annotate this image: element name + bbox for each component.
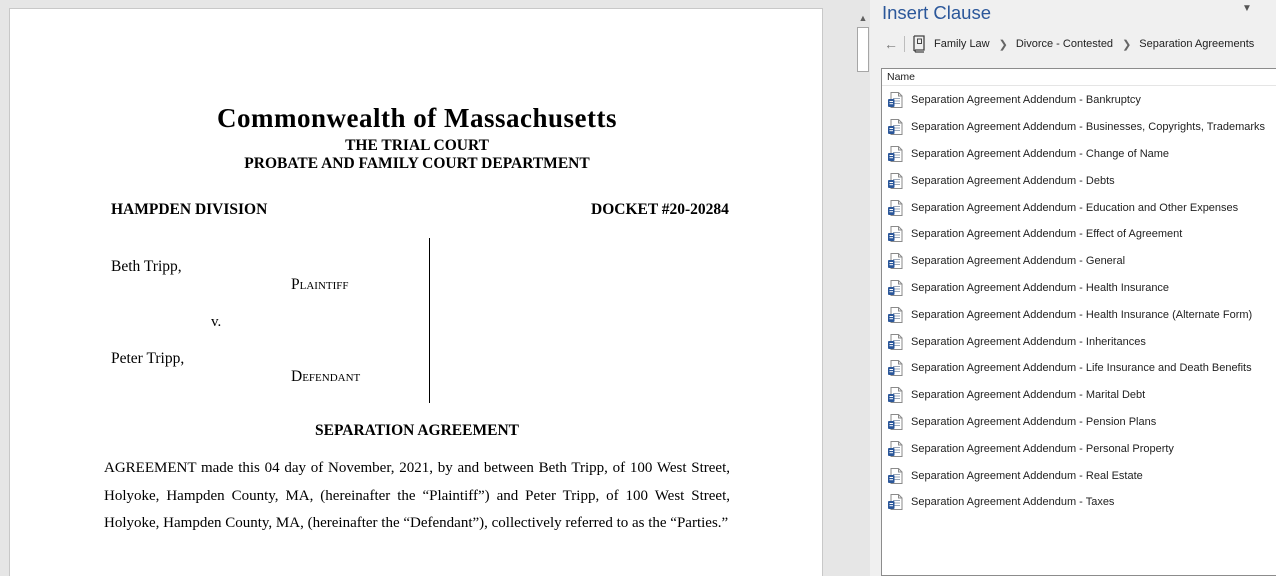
clause-list-item[interactable] bbox=[882, 435, 1276, 462]
clause-item-label: Separation Agreement Addendum - Businesses, Copyrights, Trademarks bbox=[911, 121, 1266, 134]
clause-item-label: Separation Agreement Addendum - Life Insurance and Death Benefits bbox=[911, 362, 1252, 375]
chevron-right-icon: ❯ bbox=[1122, 38, 1132, 51]
chevron-down-icon[interactable]: ▼ bbox=[1242, 3, 1252, 14]
agreement-paragraph[interactable]: AGREEMENT made this 04 day of November, 2021, by and between Beth Tripp, of 100 West Street, Holyoke, Hampden County, MA, (hereinafter the “Plaintiff”) and Peter Tripp, of 100 West Street, Holyoke, Hampden County, MA, (hereinafter the “Defendant”), collectively referred to as the “Parties.” bbox=[104, 460, 730, 531]
insert-clause-pane bbox=[870, 0, 1276, 576]
versus-label: v. bbox=[211, 314, 222, 330]
clause-document-icon bbox=[887, 386, 905, 404]
clause-list-item[interactable] bbox=[882, 301, 1276, 328]
clause-item-label: Separation Agreement Addendum - Pension Plans bbox=[911, 415, 1157, 428]
clause-document-icon bbox=[887, 359, 905, 377]
defendant-name: Peter Tripp, bbox=[111, 350, 185, 367]
clause-item-label: Separation Agreement Addendum - Debts bbox=[911, 174, 1115, 187]
clause-list-item[interactable] bbox=[882, 328, 1276, 355]
clause-list-item[interactable] bbox=[882, 87, 1276, 114]
breadcrumb-family-law[interactable]: Family Law bbox=[934, 38, 990, 50]
clause-document-icon bbox=[887, 333, 905, 351]
clause-item-label: Separation Agreement Addendum - Real Estate bbox=[911, 469, 1143, 482]
document-page[interactable] bbox=[9, 8, 823, 576]
clause-document-icon bbox=[887, 252, 905, 270]
clause-list-item[interactable] bbox=[882, 141, 1276, 168]
docket-number: DOCKET #20-20284 bbox=[591, 201, 729, 218]
clause-item-label: Separation Agreement Addendum - Inheritances bbox=[911, 335, 1146, 348]
pane-title: Insert Clause bbox=[882, 2, 991, 23]
toolbar-separator bbox=[904, 36, 905, 52]
clause-list-box bbox=[881, 68, 1276, 576]
clause-list-item[interactable] bbox=[882, 167, 1276, 194]
court-name-heading: Commonwealth of Massachusetts bbox=[217, 103, 617, 133]
division-label: HAMPDEN DIVISION bbox=[111, 201, 268, 218]
clause-list-item[interactable] bbox=[882, 275, 1276, 302]
clause-list-item[interactable] bbox=[882, 194, 1276, 221]
clause-document-icon bbox=[887, 279, 905, 297]
clause-list-item[interactable] bbox=[882, 382, 1276, 409]
clause-list bbox=[882, 87, 1276, 516]
clause-list-item[interactable] bbox=[882, 355, 1276, 382]
clause-document-icon bbox=[887, 467, 905, 485]
clause-document-icon bbox=[887, 199, 905, 217]
clause-document-icon bbox=[887, 172, 905, 190]
breadcrumb-divorce-contested[interactable]: Divorce - Contested bbox=[1015, 38, 1114, 50]
clause-item-label: Separation Agreement Addendum - Education and Other Expenses bbox=[911, 201, 1239, 214]
clause-item-label: Separation Agreement Addendum - Health Insurance bbox=[911, 281, 1170, 294]
clause-book-icon bbox=[911, 35, 927, 53]
court-line-2: PROBATE AND FAMILY COURT DEPARTMENT bbox=[244, 155, 590, 172]
name-column-header[interactable]: Name bbox=[882, 69, 1276, 86]
defendant-role: Defendant bbox=[291, 368, 361, 385]
clause-document-icon bbox=[887, 118, 905, 136]
clause-document-icon bbox=[887, 91, 905, 109]
scroll-up-icon[interactable]: ▲ bbox=[858, 13, 868, 23]
clause-list-item[interactable] bbox=[882, 489, 1276, 516]
clause-item-label: Separation Agreement Addendum - Effect of Agreement bbox=[911, 228, 1183, 241]
pane-toolbar bbox=[882, 33, 1256, 55]
clause-list-item[interactable] bbox=[882, 221, 1276, 248]
scroll-thumb[interactable] bbox=[857, 27, 869, 72]
clause-item-label: Separation Agreement Addendum - General bbox=[911, 255, 1126, 268]
plaintiff-name: Beth Tripp, bbox=[111, 258, 182, 275]
caption-divider bbox=[429, 238, 430, 403]
clause-document-icon bbox=[887, 225, 905, 243]
breadcrumb-separation-agreements[interactable]: Separation Agreements bbox=[1139, 38, 1255, 50]
clause-item-label: Separation Agreement Addendum - Personal Property bbox=[911, 442, 1174, 455]
chevron-right-icon: ❯ bbox=[998, 38, 1008, 51]
clause-document-icon bbox=[887, 145, 905, 163]
clause-item-label: Separation Agreement Addendum - Taxes bbox=[911, 496, 1115, 509]
clause-list-item[interactable] bbox=[882, 248, 1276, 275]
clause-document-icon bbox=[887, 493, 905, 511]
document-scrollbar[interactable] bbox=[856, 0, 870, 576]
clause-document-icon bbox=[887, 440, 905, 458]
clause-document-icon bbox=[887, 413, 905, 431]
court-line-1: THE TRIAL COURT bbox=[345, 137, 489, 154]
clause-item-label: Separation Agreement Addendum - Change of Name bbox=[911, 147, 1170, 160]
back-arrow-icon[interactable]: ← bbox=[884, 36, 898, 52]
clause-list-item[interactable] bbox=[882, 114, 1276, 141]
clause-item-label: Separation Agreement Addendum - Health Insurance (Alternate Form) bbox=[911, 308, 1253, 321]
plaintiff-role: Plaintiff bbox=[291, 276, 349, 293]
clause-list-item[interactable] bbox=[882, 409, 1276, 436]
document-title: SEPARATION AGREEMENT bbox=[315, 422, 519, 439]
clause-item-label: Separation Agreement Addendum - Marital Debt bbox=[911, 389, 1146, 402]
clause-item-label: Separation Agreement Addendum - Bankruptcy bbox=[911, 94, 1141, 107]
clause-document-icon bbox=[887, 306, 905, 324]
clause-list-item[interactable] bbox=[882, 462, 1276, 489]
